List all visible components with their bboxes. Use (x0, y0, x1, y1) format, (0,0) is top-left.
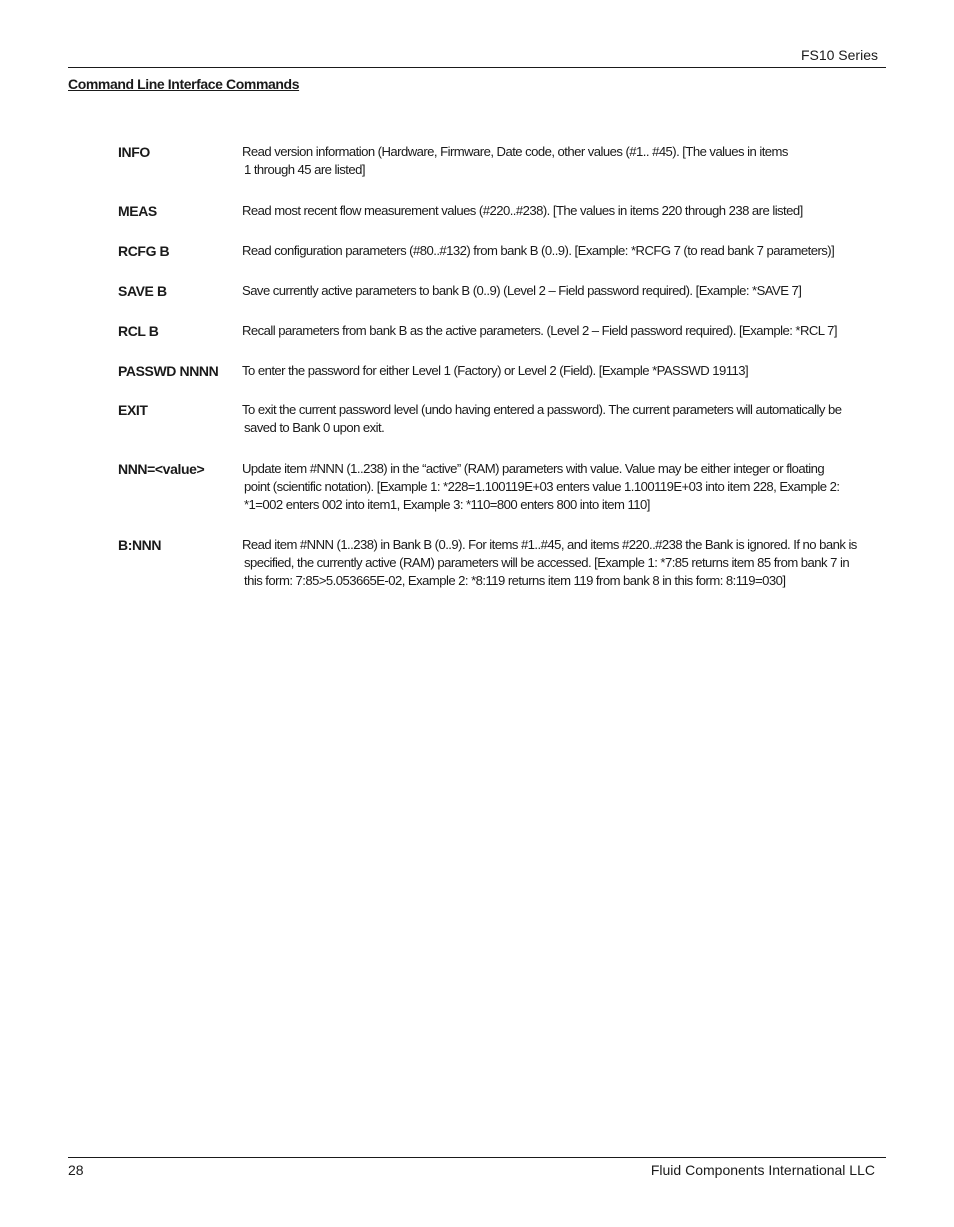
command-description-line: Read most recent flow measurement values (#220..#238). [The values in items 220 through 238 are listed] (242, 203, 803, 218)
command-description-line: To exit the current password level (undo having entered a password). The current parameters will automatically be (242, 402, 842, 417)
command-name: SAVE B (118, 283, 167, 299)
command-description-line: specified, the currently active (RAM) parameters will be accessed. [Example 1: *7:85 returns item 85 from bank 7 in (243, 555, 850, 570)
page-number: 28 (68, 1162, 84, 1178)
command-description-line: saved to Bank 0 upon exit. (243, 420, 385, 435)
command-row (118, 242, 888, 260)
command-description (242, 242, 884, 260)
command-name: INFO (118, 144, 150, 160)
command-row (118, 143, 888, 179)
command-name: RCFG B (118, 243, 170, 259)
command-description (242, 401, 884, 437)
command-row (118, 460, 888, 514)
command-row (118, 202, 888, 220)
command-description (242, 282, 884, 300)
command-description-line: 1 through 45 are listed] (243, 162, 365, 177)
command-name: RCL B (118, 323, 159, 339)
footer-rule (68, 1157, 886, 1158)
command-description-line: Recall parameters from bank B as the active parameters. (Level 2 – Field password required). [Example: *RCL 7] (242, 323, 837, 338)
command-row (118, 362, 888, 380)
command-description (242, 362, 884, 380)
command-name: MEAS (118, 203, 157, 219)
command-description (242, 460, 884, 514)
command-description-line: Update item #NNN (1..238) in the “active” (RAM) parameters with value. Value may be either integer or floating (242, 461, 825, 476)
command-name: NNN=<value> (118, 461, 205, 477)
command-row (118, 282, 888, 300)
command-description-line: point (scientific notation). [Example 1: *228=1.100119E+03 enters value 1.100119E+03 into item 228, Example 2: (243, 479, 840, 494)
header-series: FS10 Series (800, 47, 878, 63)
command-name: B:NNN (118, 537, 162, 553)
command-description (242, 202, 884, 220)
command-name: EXIT (118, 402, 148, 418)
command-description-line: Save currently active parameters to bank B (0..9) (Level 2 – Field password required). [Example: *SAVE 7] (242, 283, 802, 298)
command-description-line: Read version information (Hardware, Firmware, Date code, other values (#1.. #45). [The values in items (242, 144, 788, 159)
command-description-line: *1=002 enters 002 into item1, Example 3: *110=800 enters 800 into item 110] (243, 497, 650, 512)
command-description (242, 536, 884, 590)
command-description-line: this form: 7:85>5.053665E-02, Example 2: *8:119 returns item 119 from bank 8 in this form: 8:119=030] (243, 573, 786, 588)
header-rule (68, 67, 886, 68)
command-description-line: Read configuration parameters (#80..#132) from bank B (0..9). [Example: *RCFG 7 (to read bank 7 parameters)] (242, 243, 835, 258)
command-name: PASSWD NNNN (118, 363, 219, 379)
command-row (118, 536, 888, 590)
command-description (242, 322, 884, 340)
command-description (242, 143, 884, 179)
command-description-line: To enter the password for either Level 1 (Factory) or Level 2 (Field). [Example *PASSWD 19113] (242, 363, 749, 378)
command-description-line: Read item #NNN (1..238) in Bank B (0..9). For items #1..#45, and items #220..#238 the Bank is ignored. If no bank is (242, 537, 857, 552)
section-title: Command Line Interface Commands (68, 76, 300, 92)
command-row (118, 401, 888, 437)
command-row (118, 322, 888, 340)
company-name: Fluid Components International LLC (650, 1162, 875, 1178)
